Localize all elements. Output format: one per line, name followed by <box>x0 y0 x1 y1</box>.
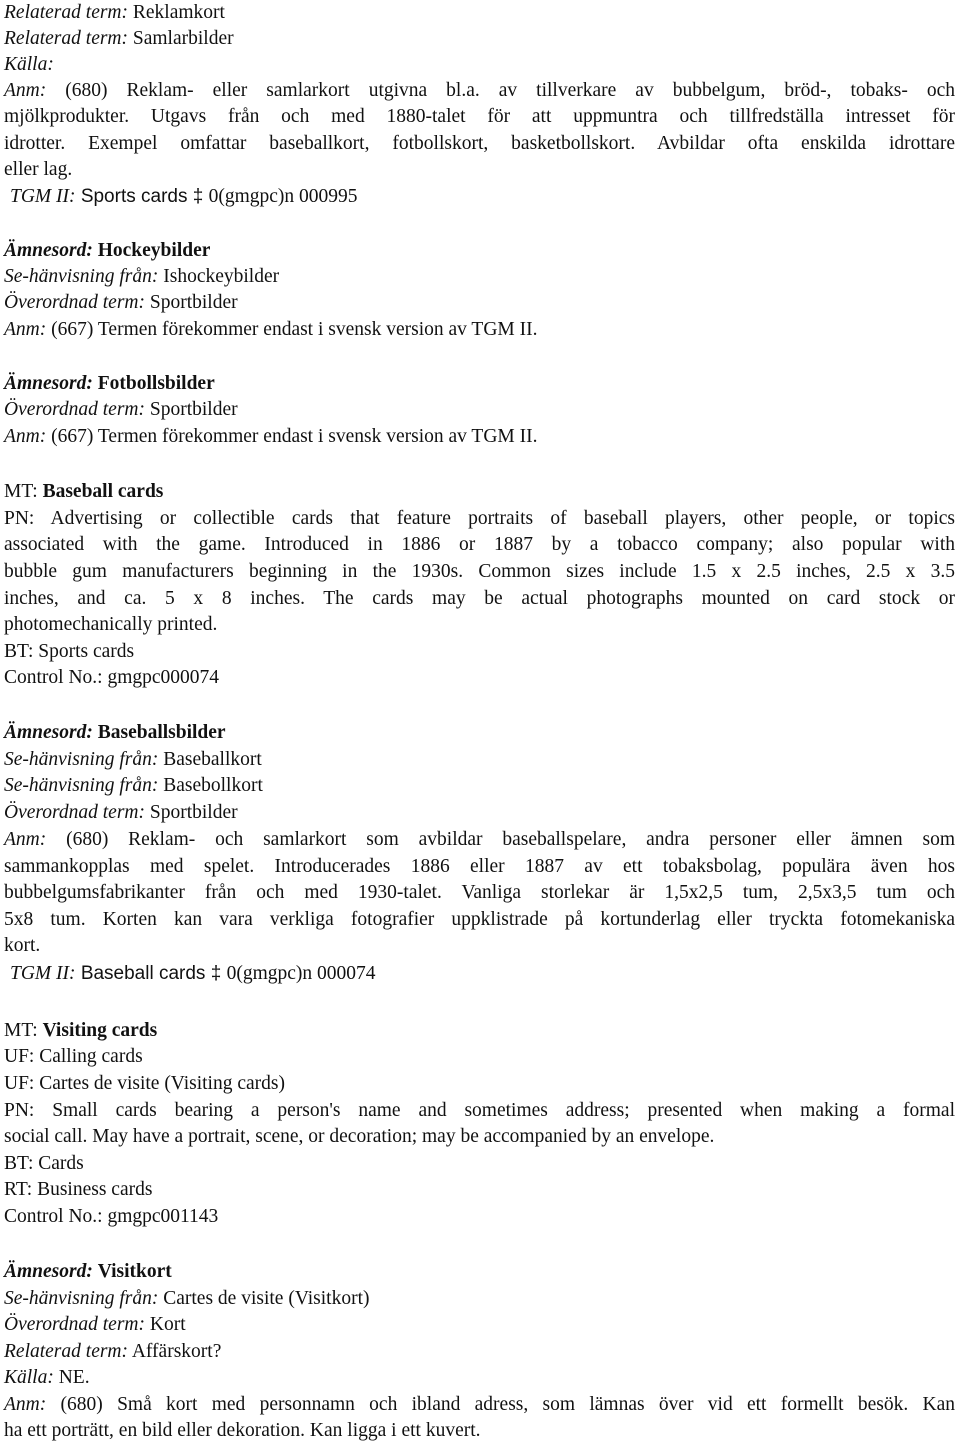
field-label: Ämnesord: <box>4 722 93 743</box>
subject-heading: Hockeybilder <box>97 240 211 261</box>
field-label: Relaterad term: <box>4 28 129 49</box>
field-value: Cartes de visite (Visitkort) <box>163 1288 370 1309</box>
note-text: kort. <box>4 935 41 956</box>
note-text: ha ett porträtt, en bild eller dekoration. Kan ligga i ett kuvert. <box>4 1420 481 1441</box>
field-label: Överordnad term: <box>4 1314 145 1335</box>
note-line <box>4 933 40 959</box>
scope-note-text: PN: Advertising or collectible cards that feature portraits of baseball players, other people, or topics <box>4 508 955 529</box>
note-text: (680) Små kort med personnamn och ibland adress, som lämnas över vid ett formellt besök. Kan <box>60 1394 956 1415</box>
field-value: Kort <box>149 1314 186 1335</box>
field-value: BT: Cards <box>4 1153 84 1174</box>
note-line <box>4 907 955 933</box>
field-label: Ämnesord: <box>4 240 93 261</box>
main-term: Visiting cards <box>42 1020 158 1041</box>
field-label: MT: <box>4 481 38 502</box>
field-value: Sportbilder <box>149 399 238 420</box>
field-label: Se-hänvisning från: <box>4 775 159 796</box>
scope-note-line <box>4 506 955 532</box>
subject-heading: Baseballsbilder <box>97 722 226 743</box>
broader-term-line <box>4 800 238 826</box>
note-line <box>4 827 955 853</box>
main-term-line <box>4 479 163 505</box>
field-label: Anm: <box>4 426 47 447</box>
note-line <box>4 424 538 450</box>
field-label: Anm: <box>4 319 47 340</box>
note-text: eller lag. <box>4 159 73 180</box>
related-term-line <box>4 1339 221 1365</box>
note-text: (680) Reklam- eller samlarkort utgivna bl.a. av tillverkare av bubbelgum, bröd-, tobaks- och <box>65 80 956 101</box>
main-term-line <box>4 1018 157 1044</box>
scope-note-text: photomechanically printed. <box>4 614 218 635</box>
field-label: Anm: <box>4 80 47 101</box>
control-number-line <box>4 665 219 691</box>
field-label: Se-hänvisning från: <box>4 749 159 770</box>
note-text: 5x8 tum. Korten kan vara verkliga fotografier uppklistrade på kortunderlag eller tryckta fotomekaniska <box>4 909 955 930</box>
see-reference-line <box>4 773 263 799</box>
note-line <box>4 854 955 880</box>
field-value: NE. <box>58 1367 90 1388</box>
double-dagger-mark: ‡ <box>192 186 204 207</box>
note-text: sammankopplas med spelet. Introducerades 1886 eller 1887 av ett tobaksbolag, populära även hos <box>4 856 955 877</box>
field-value: Ishockeybilder <box>163 266 280 287</box>
broader-term-line <box>4 1312 186 1338</box>
subject-heading-line <box>4 1259 172 1285</box>
field-label: Ämnesord: <box>4 373 93 394</box>
control-number-line <box>4 1204 218 1230</box>
note-line <box>4 104 955 130</box>
field-value: UF: Cartes de visite (Visiting cards) <box>4 1073 285 1094</box>
scope-note-line <box>4 559 955 585</box>
note-line <box>4 317 538 343</box>
field-label: Se-hänvisning från: <box>4 266 159 287</box>
tgm-term: Sports cards <box>80 186 188 207</box>
note-line <box>4 880 955 906</box>
field-label: TGM II: <box>10 963 76 984</box>
double-dagger-mark: ‡ <box>210 963 222 984</box>
see-reference-line <box>4 1286 369 1312</box>
note-text: idrotter. Exempel omfattar baseballkort, fotbollskort, basketbollskort. Avbildar ofta enskilda idrottare <box>4 133 955 154</box>
related-term-line <box>4 26 234 52</box>
note-line <box>4 1418 481 1444</box>
main-term: Baseball cards <box>42 481 164 502</box>
scope-note-line <box>4 532 955 558</box>
subject-heading-line <box>4 371 215 397</box>
see-reference-line <box>4 264 279 290</box>
note-text: mjölkprodukter. Utgavs från och med 1880-talet för att uppmuntra och tillfredställa intresset för <box>4 106 955 127</box>
scope-note-text: associated with the game. Introduced in 1886 or 1887 by a tobacco company; also popular with <box>4 534 955 555</box>
field-value: Reklamkort <box>132 2 225 23</box>
broader-term-line <box>4 639 134 665</box>
broader-term-line <box>4 1151 84 1177</box>
field-label: Anm: <box>4 1394 47 1415</box>
field-label: Överordnad term: <box>4 292 145 313</box>
field-label: Källa: <box>4 54 54 75</box>
source-line <box>4 52 54 78</box>
broader-term-line <box>4 397 238 423</box>
note-line <box>4 131 955 157</box>
related-term-line <box>4 0 225 26</box>
field-label: TGM II: <box>10 186 76 207</box>
see-reference-line <box>4 747 262 773</box>
note-line <box>4 78 955 104</box>
note-text: (667) Termen förekommer endast i svensk version av TGM II. <box>51 426 538 447</box>
field-value: Affärskort? <box>131 1341 222 1362</box>
scope-note-line <box>4 586 955 612</box>
tgm-term: Baseball cards <box>80 963 206 984</box>
note-text: bubbelgumsfabrikanter från och med 1930-talet. Vanliga storlekar är 1,5x2,5 tum, 2,5x3,5 tum och <box>4 882 955 903</box>
subject-heading: Visitkort <box>97 1261 172 1282</box>
field-value: Samlarbilder <box>132 28 234 49</box>
scope-note-line <box>4 1124 714 1150</box>
field-value: Sportbilder <box>149 802 238 823</box>
note-line <box>4 1392 955 1418</box>
field-value: RT: Business cards <box>4 1179 153 1200</box>
scope-note-text: social call. May have a portrait, scene, or decoration; may be accompanied by an envelope. <box>4 1126 715 1147</box>
tgm-line <box>10 961 376 987</box>
related-term-line <box>4 1177 152 1203</box>
source-line <box>4 1365 90 1391</box>
subject-heading-line <box>4 238 210 264</box>
field-value: Sportbilder <box>149 292 238 313</box>
scope-note-line <box>4 1098 955 1124</box>
field-label: Överordnad term: <box>4 399 145 420</box>
scope-note-line <box>4 612 217 638</box>
note-text: (680) Reklam- och samlarkort som avbildar baseballspelare, andra personer eller ämnen som <box>66 829 955 850</box>
field-label: Överordnad term: <box>4 802 145 823</box>
used-for-line <box>4 1044 143 1070</box>
field-label: Se-hänvisning från: <box>4 1288 159 1309</box>
tgm-code: 0(gmgpc)n 000995 <box>208 186 358 207</box>
field-label: Anm: <box>4 829 47 850</box>
field-value: Baseballkort <box>163 749 262 770</box>
field-label: Relaterad term: <box>4 1341 129 1362</box>
field-value: Basebollkort <box>163 775 263 796</box>
field-label: MT: <box>4 1020 38 1041</box>
scope-note-text: inches, and ca. 5 x 8 inches. The cards may be actual photographs mounted on card stock or <box>4 588 955 609</box>
scope-note-text: bubble gum manufacturers beginning in the 1930s. Common sizes include 1.5 x 2.5 inches, 2.5 x 3.5 <box>4 561 955 582</box>
field-value: UF: Calling cards <box>4 1046 143 1067</box>
tgm-line <box>10 184 358 210</box>
field-label: Ämnesord: <box>4 1261 93 1282</box>
control-number: Control No.: gmgpc000074 <box>4 667 220 688</box>
tgm-code: 0(gmgpc)n 000074 <box>226 963 376 984</box>
field-label: Källa: <box>4 1367 54 1388</box>
used-for-line <box>4 1071 285 1097</box>
note-text: (667) Termen förekommer endast i svensk version av TGM II. <box>51 319 538 340</box>
control-number: Control No.: gmgpc001143 <box>4 1206 219 1227</box>
broader-term-line <box>4 290 238 316</box>
note-line <box>4 157 72 183</box>
subject-heading: Fotbollsbilder <box>97 373 215 394</box>
field-label: Relaterad term: <box>4 2 129 23</box>
field-value: BT: Sports cards <box>4 641 135 662</box>
subject-heading-line <box>4 720 226 746</box>
scope-note-text: PN: Small cards bearing a person's name and sometimes address; presented when making a formal <box>4 1100 955 1121</box>
